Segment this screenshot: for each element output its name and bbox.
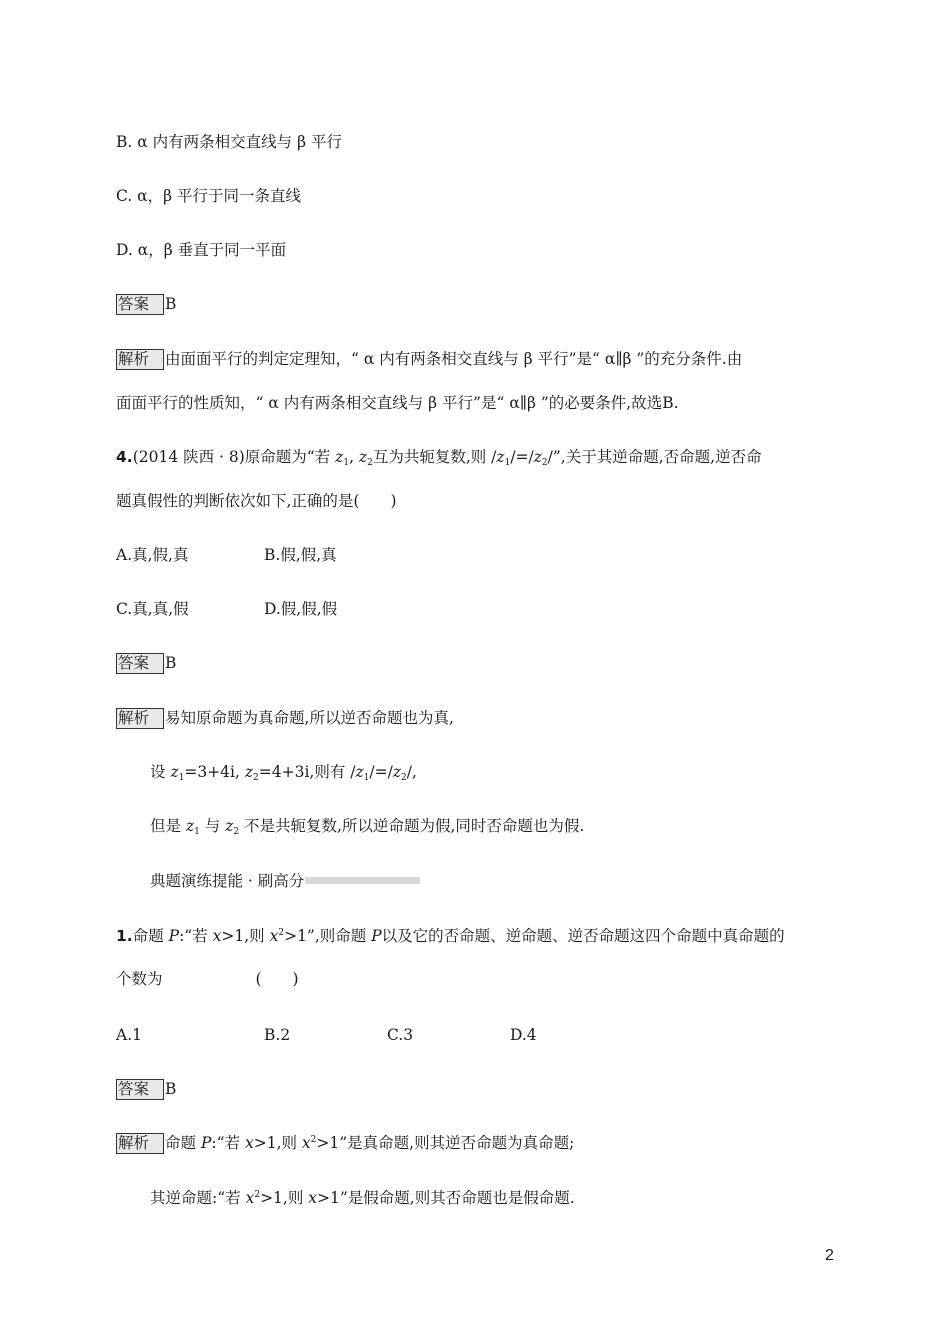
q1-answer	[116, 1079, 176, 1100]
q4-analysis-line-1	[116, 708, 454, 729]
q1-options-row	[116, 1025, 537, 1045]
analysis-text: 由面面平行的判定定理知，“ α 内有两条相交直线与 β 平行”是“ α∥β ”的充分条件.由	[165, 350, 743, 368]
q3-analysis-line-1	[116, 349, 742, 370]
analysis-label: 解析	[116, 1133, 164, 1154]
q1-analysis-line-2: 其逆命题:“若 $x^2>1$,则 x>1”是假命题,则其否命题也是假命题.	[150, 1189, 575, 1207]
question-number: 4.	[116, 448, 133, 466]
answer-value: B	[165, 295, 177, 313]
q1-analysis-line-1: 解析 命题 P:“若 x>1,则 $x^2>1$”是真命题,则其逆否命题为真命题;	[118, 1134, 575, 1152]
section-heading	[150, 871, 420, 891]
q1-option-c: C.3	[387, 1026, 414, 1044]
q3-analysis-line-2: 面面平行的性质知，“ α 内有两条相交直线与 β 平行”是“ α∥β ”的必要条件,故选B.	[116, 394, 679, 412]
q4-options-row-2	[116, 599, 337, 619]
section-title: 典题演练提能 · 刷高分	[150, 872, 305, 890]
answer-label: 答案	[116, 1079, 164, 1100]
q4-option-a: A.真,假,真	[116, 546, 189, 564]
q3-option-d: D. α，β 垂直于同一平面	[116, 241, 287, 259]
q3-answer	[116, 294, 176, 315]
q4-option-b: B.假,假,真	[264, 546, 337, 564]
analysis-text: 易知原命题为真命题,所以逆否命题也为真,	[165, 709, 454, 727]
q1-option-a: A.1	[116, 1026, 142, 1044]
q1-stem-line-1: 1.命题 P:“若 x>1,则 $x^2>1$”,则命题 P以及它的否命题、逆命题、逆否命题这四个命题中真命题的	[116, 927, 785, 945]
answer-label: 答案	[116, 294, 164, 315]
q4-stem-line-1: 4.(2014 陕西 · 8)原命题为“若 $z_1$, $z_2$互为共轭复数,则 $/z_1/=/z_2/$”,关于其逆命题,否命题,逆否命	[116, 448, 762, 468]
section-divider-bar	[305, 877, 420, 884]
q4-option-d: D.假,假,假	[264, 600, 338, 618]
answer-value: B	[165, 1080, 177, 1098]
answer-value: B	[165, 654, 177, 672]
analysis-label: 解析	[116, 349, 164, 370]
q4-option-c: C.真,真,假	[116, 600, 189, 618]
q1-option-d: D.4	[510, 1026, 537, 1044]
q4-options-row-1	[116, 545, 337, 565]
q4-analysis-line-2: 设 $z_1=3+4i$, $z_2=4+3i$,则有 $/z_1/=/z_2/$,	[150, 763, 417, 783]
page-number: 2	[825, 1247, 834, 1264]
q4-answer	[116, 653, 176, 674]
analysis-label: 解析	[116, 708, 164, 729]
answer-label: 答案	[116, 653, 164, 674]
q4-stem-line-2: 题真假性的判断依次如下,正确的是( )	[116, 492, 397, 510]
q4-analysis-line-3: 但是 $z_1$ 与 $z_2$ 不是共轭复数,所以逆命题为假,同时否命题也为假.	[150, 817, 585, 837]
q1-option-b: B.2	[264, 1026, 291, 1044]
q1-stem-line-2: 个数为 ( )	[116, 970, 299, 988]
q3-option-c: C. α，β 平行于同一条直线	[116, 187, 302, 205]
question-number: 1.	[116, 927, 133, 945]
q3-option-b: B. α 内有两条相交直线与 β 平行	[116, 133, 342, 151]
